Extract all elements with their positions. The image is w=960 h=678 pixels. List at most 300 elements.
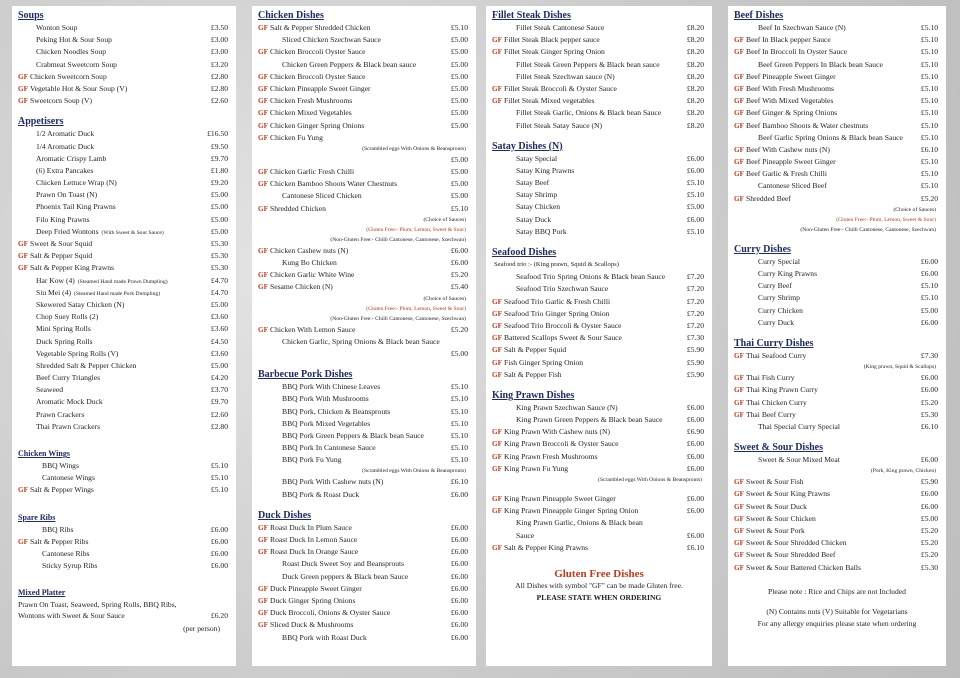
mixed-platter-row (18, 610, 230, 622)
gluten-free-marker: GF (734, 170, 744, 179)
item-name: Salt & Pepper King Prawns (504, 542, 588, 552)
section-gap (492, 381, 706, 389)
gluten-free-marker: GF (258, 271, 268, 280)
menu-column-2 (252, 6, 476, 666)
item-name: Har Kow (4) (36, 275, 75, 285)
menu-item (258, 154, 470, 166)
gluten-free-marker: GF (734, 121, 744, 130)
item-name: Fillet Steak Cantonese Sauce (516, 23, 605, 32)
section-gap (18, 497, 230, 511)
item-price: £4.50 (210, 336, 228, 346)
item-name: Chicken Fresh Mushrooms (270, 96, 353, 106)
item-note: (Gluten Free:- Plum, Lemon, Sweet & Sour) (366, 305, 466, 312)
item-price: £6.00 (450, 632, 468, 642)
menu-item (258, 336, 470, 348)
item-name: BBQ Pork & Roast Duck (282, 489, 360, 499)
menu-item (734, 372, 940, 384)
item-name: King Prawn Fresh Mushrooms (504, 451, 598, 461)
item-name: Salt & Pepper Fish (504, 369, 562, 379)
item-price: £5.90 (920, 477, 938, 487)
menu-item (18, 311, 230, 323)
mixed-platter-per: (per person) (183, 623, 220, 633)
item-note: (Gluten Free:- Plum, Lemon, Sweet & Sour) (836, 216, 936, 223)
item-price: £8.20 (686, 23, 704, 32)
menu-item (492, 95, 706, 107)
item-price: £5.10 (450, 394, 468, 404)
gluten-free-marker: GF (492, 495, 502, 503)
section-title: Soups (18, 10, 44, 21)
item-name: Duck Ginger Spring Onions (270, 595, 356, 605)
item-name: Fish Ginger Spring Onion (504, 357, 584, 367)
menu-item (258, 178, 470, 190)
section-gap (492, 132, 706, 140)
item-price: £4.70 (210, 275, 228, 285)
item-price: £6.00 (920, 385, 938, 395)
item-name: Sweet & Sour Shredded Chicken (746, 538, 847, 548)
menu-item (734, 71, 940, 83)
item-name: Fillet Steak Green Peppers & Black bean sauce (516, 59, 660, 69)
item-name: King Prawn Broccoli & Oyster Sauce (504, 439, 619, 449)
item-price: £3.00 (210, 47, 228, 57)
gluten-free-marker: GF (18, 97, 28, 106)
item-price: £8.20 (686, 120, 704, 130)
gluten-free-marker: GF (258, 168, 268, 177)
gluten-free-marker: GF (258, 48, 268, 57)
item-price: £5.10 (210, 473, 228, 483)
item-price: £6.00 (920, 373, 938, 383)
item-price: £6.00 (920, 455, 938, 465)
gluten-free-marker: GF (734, 551, 744, 560)
section-gap (18, 572, 230, 586)
item-price: £8.20 (686, 108, 704, 118)
item-name: Phoenix Tail King Prawns (36, 202, 116, 212)
item-price: £5.00 (450, 191, 468, 201)
item-name: Thai Seafood Curry (746, 350, 807, 360)
item-name: King Prawn Green Peppers & Black bean Sauce (516, 415, 663, 425)
item-name: Skewered Satay Chicken (N) (36, 299, 125, 309)
item-price: £5.90 (686, 345, 704, 355)
item-price: £5.20 (450, 270, 468, 280)
menu-item (734, 384, 940, 396)
item-note: (Choice of Sauces) (423, 216, 466, 223)
item-name: Beef Curry Triangles (36, 373, 101, 383)
section-title: Chicken Dishes (258, 10, 324, 21)
item-price: £5.00 (686, 202, 704, 212)
item-price: £6.00 (210, 548, 228, 558)
menu-item (18, 323, 230, 335)
item-name: Salt & Pepper Ribs (30, 536, 89, 546)
menu-item (734, 193, 940, 205)
item-price: £6.00 (210, 561, 228, 571)
menu-item (258, 522, 470, 534)
item-price: £5.20 (450, 324, 468, 334)
menu-item (492, 438, 706, 450)
item-name: Sticky Syrup Ribs (42, 561, 98, 571)
item-price: £6.00 (210, 536, 228, 546)
gluten-free-marker: GF (492, 309, 502, 318)
item-name: King Prawn Pineapple Ginger Spring Onion (504, 506, 639, 516)
menu-item (18, 560, 230, 572)
menu-item (734, 46, 940, 58)
item-name: Chicken Ginger Spring Onions (270, 120, 365, 130)
item-name: Beef With Mixed Vegetables (746, 96, 834, 106)
menu-item (734, 107, 940, 119)
item-subtitle: (Steamed Hand made Pork Dumpling) (74, 290, 161, 297)
menu-item (492, 493, 706, 505)
gluten-free-marker: GF (492, 36, 502, 45)
item-price: £7.20 (686, 272, 704, 282)
item-price: £5.10 (920, 293, 938, 303)
item-name: Salt & Pepper Squid (30, 251, 93, 261)
item-price: £6.00 (686, 463, 704, 473)
item-note: (Pork, King prawn, Chicken) (870, 468, 936, 475)
item-name: Salt & Pepper Wings (30, 485, 94, 495)
menu-item (734, 409, 940, 421)
gluten-free-marker: GF (492, 358, 502, 367)
menu-item (18, 287, 230, 299)
item-price: £5.10 (450, 203, 468, 213)
item-price: £5.00 (210, 360, 228, 370)
item-price: £5.00 (450, 348, 468, 358)
menu-item (734, 120, 940, 132)
item-price: £6.00 (920, 256, 938, 266)
item-name: Fillet Steak Szechwan sauce (N) (516, 71, 615, 81)
section-gap (734, 598, 940, 606)
gluten-free-marker: GF (492, 452, 502, 461)
gluten-free-marker: GF (492, 297, 502, 306)
gluten-free-marker: GF (258, 109, 268, 118)
item-note: (Non-Gluten Free:- Chilli Cantonese, Cantonese, Szechwan) (800, 226, 936, 233)
item-name: King Prawn Szechwan Sauce (N) (516, 402, 618, 412)
item-name: BBQ Wings (42, 461, 79, 470)
menu-item (18, 536, 230, 548)
item-name: Sweet & Sour Shredded Beef (746, 550, 836, 560)
item-name: Chicken Garlic White Wine (270, 270, 355, 280)
gluten-free-marker: GF (734, 72, 744, 81)
menu-item (18, 59, 230, 71)
item-name: Cantonese Ribs (42, 548, 90, 558)
menu-item (734, 421, 940, 433)
item-name: Fillet Steak Black pepper sauce (504, 35, 600, 45)
gluten-free-marker: GF (734, 386, 744, 395)
item-name: Battered Scallops Sweet & Sour Sauce (504, 333, 622, 343)
item-name: Filo King Prawns (36, 214, 90, 224)
item-price: £6.00 (450, 547, 468, 557)
item-price: £5.40 (450, 282, 468, 292)
gluten-free-marker: GF (18, 264, 28, 273)
menu-item (492, 505, 706, 517)
menu-item (18, 262, 230, 274)
menu-item (492, 517, 706, 529)
item-price: £4.20 (210, 373, 228, 383)
menu-item (492, 283, 706, 295)
section-title: Barbecue Pork Dishes (258, 369, 353, 381)
item-price: £7.20 (686, 308, 704, 318)
item-price: £2.60 (210, 409, 228, 419)
menu-item (18, 128, 230, 140)
item-name: Chicken With Lemon Sauce (270, 324, 356, 334)
menu-item (258, 22, 470, 34)
item-price: £6.00 (210, 524, 228, 534)
item-name: BBQ Pork With Cashew nuts (N) (282, 477, 384, 487)
item-name: BBQ Pork With Chinese Leaves (282, 382, 381, 392)
gluten-free-marker: GF (734, 158, 744, 167)
menu-item (492, 463, 706, 475)
section-gap (18, 433, 230, 447)
menu-item (18, 226, 230, 238)
menu-item (258, 546, 470, 558)
menu-item (258, 245, 470, 257)
menu-item (258, 348, 470, 360)
item-price: £6.10 (686, 542, 704, 552)
menu-item (258, 489, 470, 501)
menu-item (18, 372, 230, 384)
gluten-free-marker: GF (734, 97, 744, 106)
menu-item (18, 548, 230, 560)
gluten-free-marker: GF (734, 490, 744, 499)
item-note: (Choice of Sauces) (893, 206, 936, 213)
menu-item (734, 132, 940, 144)
menu-item (734, 256, 940, 268)
menu-item (492, 320, 706, 332)
item-price: £5.30 (210, 263, 228, 273)
menu-item (492, 120, 706, 132)
item-price: £6.10 (450, 477, 468, 487)
menu-item (734, 350, 940, 362)
item-price: £5.00 (450, 120, 468, 130)
gluten-free-title: Gluten Free Dishes (554, 567, 644, 580)
gluten-free-marker: GF (258, 536, 268, 544)
section-gap (258, 360, 470, 368)
gluten-free-marker: GF (258, 523, 268, 532)
mixed-platter-line1: Prawn On Toast, Seaweed, Spring Rolls, BBQ Ribs, (18, 600, 177, 610)
menu-item (258, 34, 470, 46)
item-name: Sweet & Sour Pork (746, 526, 805, 535)
item-name: Satay Beef (516, 178, 550, 188)
gluten-free-marker: GF (258, 204, 268, 213)
gluten-free-marker: GF (258, 97, 268, 106)
menu-item (734, 268, 940, 280)
item-name: Seafood Trio Spring Onions & Black bean Sauce (516, 272, 666, 282)
item-price: £7.20 (686, 284, 704, 294)
section-gap (734, 574, 940, 586)
item-note: (Choice of Sauces) (423, 295, 466, 302)
gluten-free-marker: GF (734, 539, 744, 548)
item-name: Mini Spring Rolls (36, 324, 91, 334)
item-name: Deep Fried Wontons (36, 226, 99, 236)
menu-item (492, 369, 706, 381)
menu-item (492, 107, 706, 119)
item-price: £8.20 (686, 35, 704, 45)
item-price: £5.10 (210, 461, 228, 470)
item-name: Beef Bamboo Shoots & Water chestnuts (746, 120, 869, 130)
gluten-free-marker: GF (734, 563, 744, 572)
menu-item (18, 201, 230, 213)
menu-item (258, 381, 470, 393)
item-name: Chicken Noodles Soup (36, 47, 107, 57)
item-price: £5.00 (450, 83, 468, 93)
menu-item (492, 426, 706, 438)
item-name: (6) Extra Pancakes (36, 165, 94, 175)
item-price: £6.00 (686, 506, 704, 516)
item-note: (Scrambled eggs With Onions & Beansprouts) (362, 145, 466, 152)
item-price: £6.00 (686, 451, 704, 461)
item-name: Thai Beef Curry (746, 409, 796, 419)
item-price: £2.80 (210, 421, 228, 431)
menu-item (492, 34, 706, 46)
item-name: Chicken Fu Yung (270, 132, 323, 142)
gluten-free-marker: GF (734, 398, 744, 407)
item-price: £6.00 (450, 608, 468, 618)
menu-item (258, 166, 470, 178)
item-price: £6.00 (450, 535, 468, 544)
item-price: £5.10 (450, 430, 468, 440)
gluten-free-marker: GF (18, 84, 28, 93)
item-price: £2.60 (210, 96, 228, 106)
menu-item (18, 95, 230, 107)
item-name: Chicken Broccoli Oyster Sauce (270, 47, 366, 57)
item-subtitle: (Steamed Hand made Prawn Dumpling) (77, 278, 168, 285)
item-price: £8.20 (686, 71, 704, 81)
gluten-free-marker: GF (734, 527, 744, 535)
menu-item (18, 189, 230, 201)
item-name: Sliced Chicken Szechwan Sauce (282, 35, 381, 45)
item-note: (Non-Gluten Free:- Chilli Cantonese, Cantonese, Szechwan) (330, 236, 466, 243)
item-name: Beef In Black pepper Sauce (746, 35, 831, 45)
section-title: Seafood Dishes (492, 247, 557, 258)
item-name: Prawn Crackers (36, 409, 85, 419)
section-title: Curry Dishes (734, 243, 791, 255)
item-price: £5.10 (920, 35, 938, 45)
menu-item (492, 344, 706, 356)
item-price: £6.00 (686, 153, 704, 163)
section-title: Spare Ribs (18, 512, 56, 522)
gluten-free-line1: All Dishes with symbol "GF" can be made Gluten free. (515, 580, 683, 590)
item-price: £3.20 (210, 59, 228, 69)
item-name: Sweet & Sour Fish (746, 477, 804, 487)
menu-item (18, 165, 230, 177)
menu-item (18, 177, 230, 189)
menu-item (734, 513, 940, 525)
item-name: Beef Green Peppers In Black bean Sauce (758, 59, 883, 69)
item-price: £5.10 (210, 485, 228, 495)
item-price: £5.00 (450, 71, 468, 81)
menu-item (258, 430, 470, 442)
item-name: Chicken Mixed Vegetables (270, 108, 352, 118)
item-name: Beef Ginger & Spring Onions (746, 108, 838, 118)
item-price: £5.00 (450, 47, 468, 57)
menu-item (258, 595, 470, 607)
item-price: £5.10 (920, 59, 938, 69)
item-name: Fillet Steak Ginger Spring Onion (504, 47, 605, 57)
item-name: Peking Hot & Sour Soup (36, 35, 112, 45)
item-name: Duck Green peppers & Black bean Sauce (282, 571, 409, 581)
menu-item (258, 406, 470, 418)
item-price: £5.90 (686, 369, 704, 379)
item-price: £8.20 (686, 47, 704, 57)
item-price: £6.00 (920, 489, 938, 499)
item-name: Chicken Broccoli Oyster Sauce (270, 71, 366, 81)
menu-item (492, 214, 706, 226)
gluten-free-marker: GF (734, 145, 744, 154)
item-name: Seafood Trio Garlic & Fresh Chilli (504, 296, 611, 306)
gluten-free-marker: GF (492, 97, 502, 106)
gluten-free-marker: GF (18, 72, 28, 81)
menu-item (18, 250, 230, 262)
item-price: £5.30 (210, 239, 228, 248)
menu-item (734, 549, 940, 561)
menu-item (492, 46, 706, 58)
gluten-free-marker: GF (734, 84, 744, 93)
item-price: £3.70 (210, 385, 228, 395)
item-name: Roast Duck In Plum Sauce (270, 522, 352, 532)
item-price: £6.00 (686, 402, 704, 412)
item-price: £5.30 (210, 251, 228, 261)
item-price: £5.20 (920, 526, 938, 535)
item-price: £5.00 (450, 179, 468, 189)
item-name: Curry King Prawns (758, 269, 818, 278)
menu-item (258, 257, 470, 269)
gluten-free-marker: GF (492, 346, 502, 355)
menu-item (18, 71, 230, 83)
item-price: £6.00 (686, 530, 704, 540)
item-name: Beef With Cashew nuts (N) (746, 144, 830, 154)
menu-item (734, 59, 940, 71)
menu-item (18, 396, 230, 408)
item-price: £5.10 (920, 157, 938, 167)
item-price: £5.10 (920, 23, 938, 32)
menu-item (258, 83, 470, 95)
item-price: £6.00 (450, 522, 468, 532)
menu-item (492, 226, 706, 238)
item-price: £6.00 (686, 165, 704, 175)
menu-item (18, 22, 230, 34)
item-name: Chicken Garlic Fresh Chilli (270, 167, 355, 177)
menu-item (18, 472, 230, 484)
section-gap (18, 107, 230, 115)
menu-item (258, 571, 470, 583)
gluten-free-marker: GF (258, 72, 268, 81)
menu-item (258, 324, 470, 336)
item-price: £6.00 (450, 583, 468, 593)
item-price: £6.00 (450, 571, 468, 581)
menu-item (18, 299, 230, 311)
gluten-free-line2: PLEASE STATE WHEN ORDERING (536, 592, 662, 602)
menu-item (734, 488, 940, 500)
item-name: Fillet Steak Satay Sauce (N) (516, 120, 603, 130)
item-subtitle: (With Sweet & Sour Sauce) (101, 229, 164, 236)
gluten-free-marker: GF (492, 543, 502, 552)
item-price: £5.10 (450, 406, 468, 416)
menu-item (258, 107, 470, 119)
menu-item (492, 402, 706, 414)
item-name: Seafood Trio Ginger Spring Onion (504, 308, 610, 318)
menu-item (734, 180, 940, 192)
gluten-free-marker: GF (258, 246, 268, 255)
menu-item (734, 292, 940, 304)
mixed-platter-title: Mixed Platter (18, 588, 66, 598)
item-price: £5.10 (920, 96, 938, 106)
item-name: Satay Special (516, 153, 558, 163)
item-price: £5.00 (210, 226, 228, 236)
gluten-free-marker: GF (734, 351, 744, 360)
item-spacer (492, 485, 706, 493)
gluten-free-marker: GF (258, 325, 268, 334)
gluten-free-marker: GF (258, 84, 268, 93)
gluten-free-marker: GF (492, 84, 502, 93)
menu-item (492, 189, 706, 201)
item-name: Siu Mei (4) (36, 287, 72, 297)
